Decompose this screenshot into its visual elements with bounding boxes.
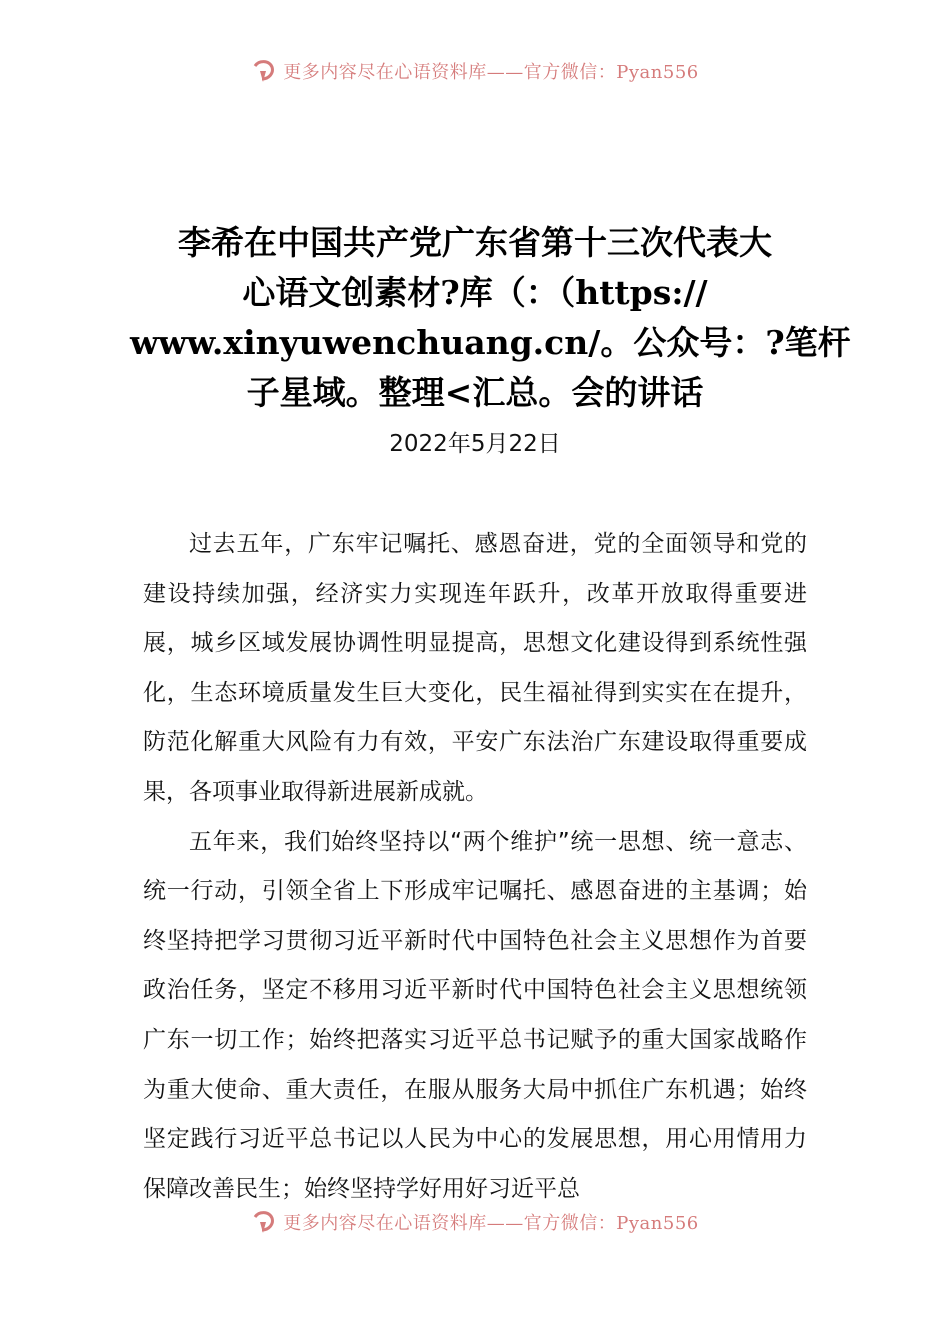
watermark-text: 更多内容尽在心语资料库——官方微信：Pyan556 (283, 1213, 699, 1234)
title-line-2: 心语文创素材?库（：（https:// (242, 273, 708, 312)
header-watermark (0, 56, 950, 86)
brand-logo-icon (251, 1209, 277, 1235)
watermark-text: 更多内容尽在心语资料库——官方微信：Pyan556 (283, 62, 699, 83)
title-line-1: 李希在中国共产党广东省第十三次代表大 (178, 223, 772, 262)
document-body (143, 520, 807, 1214)
document-date: 2022年5月22日 (389, 431, 561, 457)
document-title (130, 218, 851, 418)
brand-logo-icon (251, 58, 277, 84)
title-line-3: www.xinyuwenchuang.cn/。公众号：?笔杆 (130, 323, 851, 362)
footer-watermark (0, 1207, 950, 1237)
title-line-4: 子星域。整理<汇总。会的讲话 (246, 373, 704, 412)
paragraph-1: 过去五年，广东牢记嘱托、感恩奋进，党的全面领导和党的建设持续加强，经济实力实现连年跃升，改革开放取得重要进展，城乡区域发展协调性明显提高，思想文化建设得到系统性强化，生态环境质量发生巨大变化，民生福祉得到实实在在提升，防范化解重大风险有力有效，平安广东法治广东建设取得重要成果，各项事业取得新进展新成就。 (143, 531, 807, 805)
paragraph-2: 五年来，我们始终坚持以“两个维护”统一思想、统一意志、统一行动，引领全省上下形成牢记嘱托、感恩奋进的主基调；始终坚持把学习贯彻习近平新时代中国特色社会主义思想作为首要政治任务，坚定不移用习近平新时代中国特色社会主义思想统领广东一切工作；始终把落实习近平总书记赋予的重大国家战略作为重大使命、重大责任，在服从服务大局中抓住广东机遇；始终坚定践行习近平总书记以人民为中心的发展思想，用心用情用力保障改善民生；始终坚持学好用好习近平总 (143, 828, 807, 1202)
